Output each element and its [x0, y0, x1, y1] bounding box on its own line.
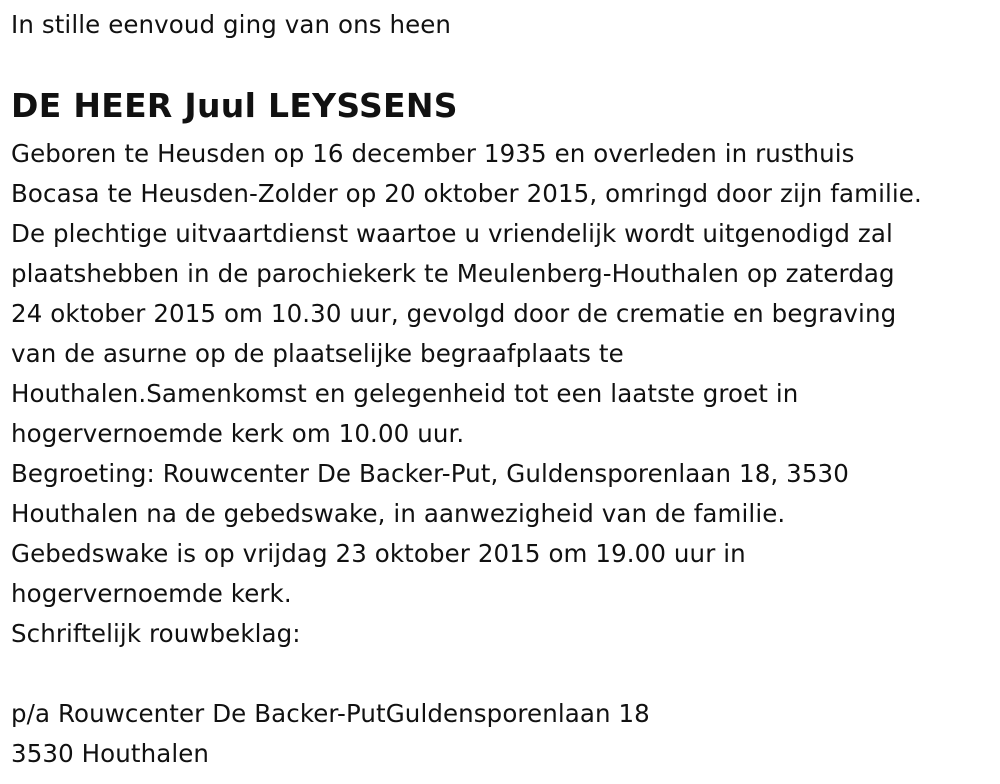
body-line: plaatshebben in de parochiekerk te Meulenberg-Houthalen op zaterdag [11, 259, 895, 288]
address-line: p/a Rouwcenter De Backer-PutGuldensporenlaan 18 [11, 699, 650, 728]
notice-body [11, 134, 922, 654]
body-line: Houthalen na de gebedswake, in aanwezigheid van de familie. [11, 499, 786, 528]
body-line: van de asurne op de plaatselijke begraafplaats te [11, 339, 624, 368]
address-line: 3530 Houthalen [11, 739, 210, 768]
body-line: 24 oktober 2015 om 10.30 uur, gevolgd door de crematie en begraving [11, 299, 897, 328]
mailing-address [11, 694, 650, 774]
body-line: Geboren te Heusden op 16 december 1935 en overleden in rusthuis [11, 139, 855, 168]
body-line: Begroeting: Rouwcenter De Backer-Put, Guldensporenlaan 18, 3530 [11, 459, 849, 488]
body-line: Houthalen.Samenkomst en gelegenheid tot een laatste groet in [11, 379, 799, 408]
intro-text: In stille eenvoud ging van ons heen [11, 10, 452, 39]
body-line: hogervernoemde kerk. [11, 579, 292, 608]
body-line: De plechtige uitvaartdienst waartoe u vriendelijk wordt uitgenodigd zal [11, 219, 893, 248]
deceased-name: DE HEER Juul LEYSSENS [11, 86, 458, 125]
body-line: hogervernoemde kerk om 10.00 uur. [11, 419, 465, 448]
body-line: Bocasa te Heusden-Zolder op 20 oktober 2015, omringd door zijn familie. [11, 179, 922, 208]
body-line: Schriftelijk rouwbeklag: [11, 619, 301, 648]
body-line: Gebedswake is op vrijdag 23 oktober 2015 om 19.00 uur in [11, 539, 746, 568]
